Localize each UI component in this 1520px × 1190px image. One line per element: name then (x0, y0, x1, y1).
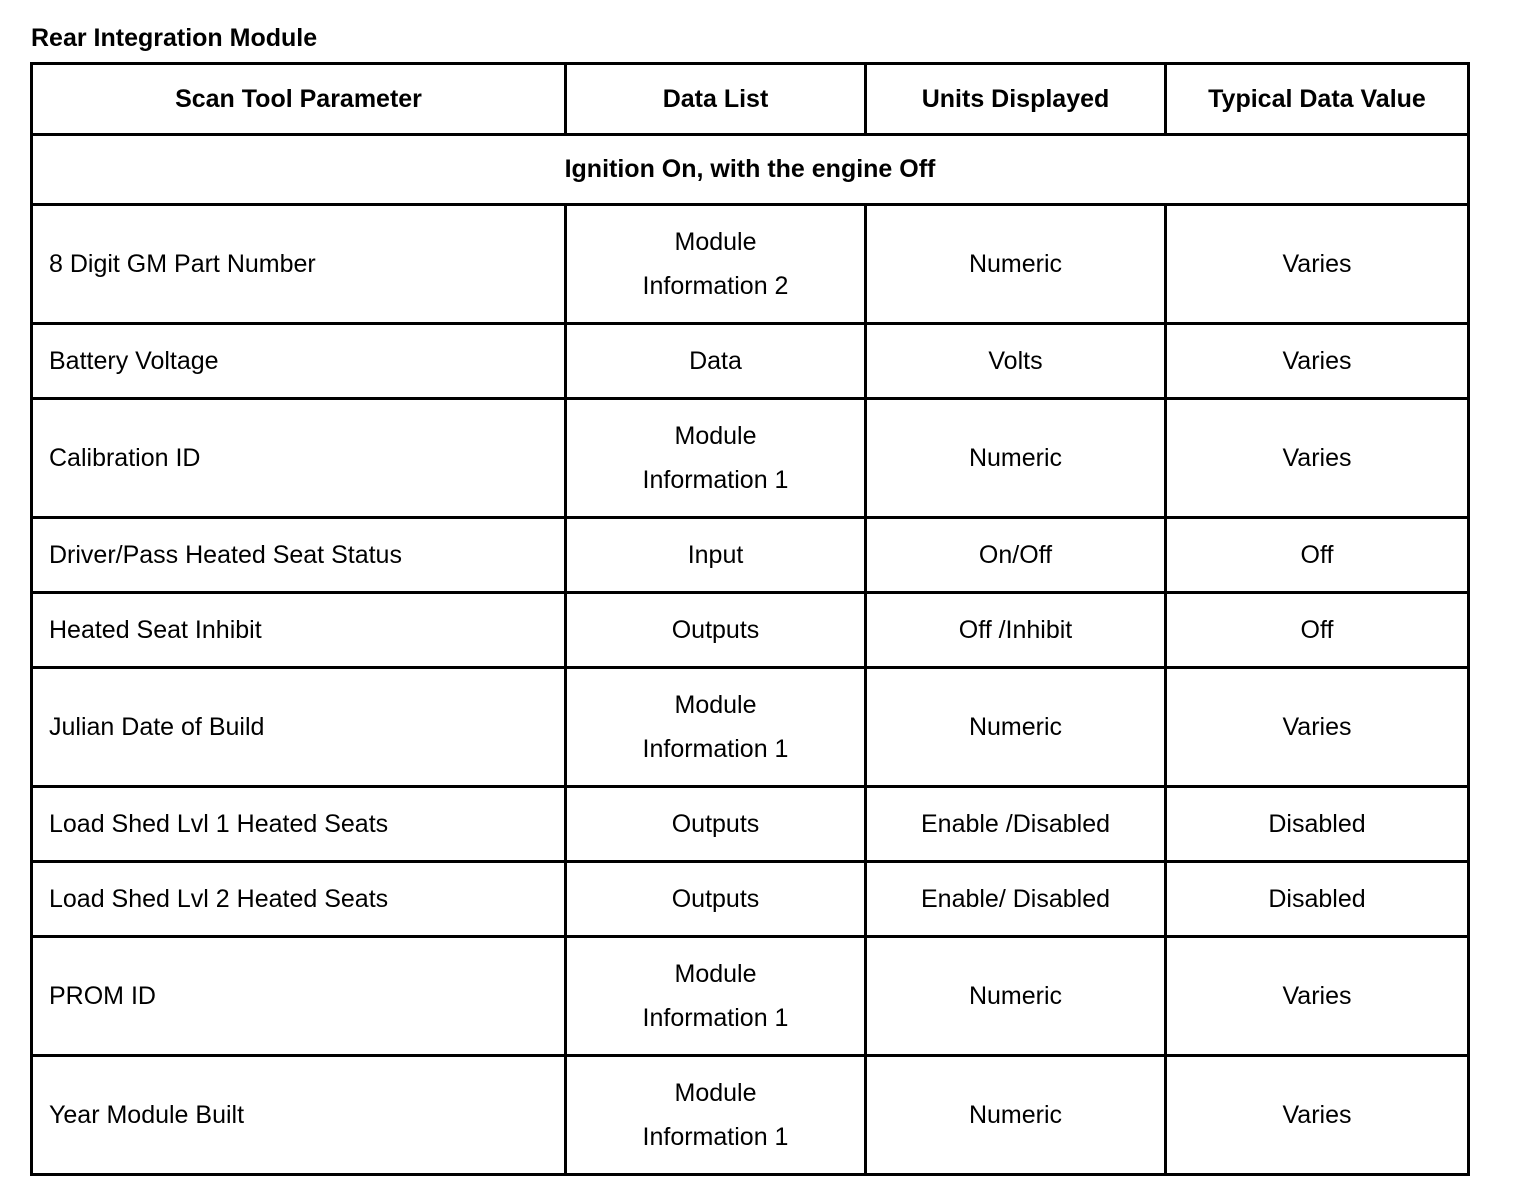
cell-parameter: Load Shed Lvl 2 Heated Seats (32, 862, 566, 937)
cell-typical-value: Varies (1166, 324, 1469, 399)
cell-units: On/Off (866, 518, 1166, 593)
cell-data-list (566, 937, 866, 1056)
table-row (32, 937, 1469, 1056)
header-scan-tool-parameter: Scan Tool Parameter (32, 64, 566, 135)
table-row (32, 324, 1469, 399)
data-list-line: Outputs (671, 809, 760, 838)
cell-data-list (566, 862, 866, 937)
cell-units: Numeric (866, 668, 1166, 787)
cell-typical-value: Varies (1166, 205, 1469, 324)
table-row (32, 518, 1469, 593)
cell-units: Numeric (866, 1056, 1166, 1175)
cell-units: Numeric (866, 937, 1166, 1056)
table-header-row (32, 64, 1469, 135)
cell-typical-value: Varies (1166, 668, 1469, 787)
cell-typical-value: Varies (1166, 399, 1469, 518)
cell-typical-value: Varies (1166, 937, 1469, 1056)
cell-parameter: Load Shed Lvl 1 Heated Seats (32, 787, 566, 862)
header-units-displayed: Units Displayed (866, 64, 1166, 135)
cell-parameter: Battery Voltage (32, 324, 566, 399)
data-list-line: Outputs (671, 884, 760, 913)
header-typical-data-value: Typical Data Value (1166, 64, 1469, 135)
cell-units: Volts (866, 324, 1166, 399)
cell-data-list (566, 205, 866, 324)
cell-parameter: Calibration ID (32, 399, 566, 518)
cell-data-list (566, 668, 866, 787)
header-data-list: Data List (566, 64, 866, 135)
section-row (32, 135, 1469, 205)
cell-data-list (566, 324, 866, 399)
table-row (32, 668, 1469, 787)
cell-typical-value: Disabled (1166, 862, 1469, 937)
data-list-line: Information 1 (642, 1004, 789, 1032)
cell-parameter: Julian Date of Build (32, 668, 566, 787)
cell-parameter: 8 Digit GM Part Number (32, 205, 566, 324)
data-list-line: Input (687, 540, 744, 569)
table-row (32, 593, 1469, 668)
data-list-line: Data (689, 346, 742, 375)
data-list-line: Outputs (671, 615, 760, 644)
cell-typical-value: Disabled (1166, 787, 1469, 862)
cell-units: Numeric (866, 205, 1166, 324)
cell-typical-value: Varies (1166, 1056, 1469, 1175)
table-row (32, 1056, 1469, 1175)
cell-units: Enable/ Disabled (866, 862, 1166, 937)
cell-units: Numeric (866, 399, 1166, 518)
section-heading: Ignition On, with the engine Off (32, 135, 1469, 205)
cell-data-list (566, 1056, 866, 1175)
cell-parameter: Heated Seat Inhibit (32, 593, 566, 668)
cell-parameter: PROM ID (32, 937, 566, 1056)
scan-tool-data-table (30, 62, 1470, 1176)
document-title: Rear Integration Module (31, 24, 318, 52)
data-list-line: Information 1 (642, 1123, 789, 1151)
cell-typical-value: Off (1166, 593, 1469, 668)
cell-typical-value: Off (1166, 518, 1469, 593)
table-row (32, 399, 1469, 518)
cell-units: Off /Inhibit (866, 593, 1166, 668)
data-list-line: Information 1 (642, 735, 789, 763)
cell-parameter: Driver/Pass Heated Seat Status (32, 518, 566, 593)
cell-data-list (566, 399, 866, 518)
data-list-line: Module (674, 1079, 757, 1107)
cell-data-list (566, 593, 866, 668)
cell-data-list (566, 787, 866, 862)
cell-data-list (566, 518, 866, 593)
table-row (32, 205, 1469, 324)
data-list-line: Module (674, 422, 757, 450)
table-row (32, 862, 1469, 937)
table-row (32, 787, 1469, 862)
cell-units: Enable /Disabled (866, 787, 1166, 862)
data-list-line: Module (674, 691, 757, 719)
cell-parameter: Year Module Built (32, 1056, 566, 1175)
data-list-line: Module (674, 228, 757, 256)
data-list-line: Information 2 (642, 272, 789, 300)
data-list-line: Information 1 (642, 466, 789, 494)
data-list-line: Module (674, 960, 757, 988)
